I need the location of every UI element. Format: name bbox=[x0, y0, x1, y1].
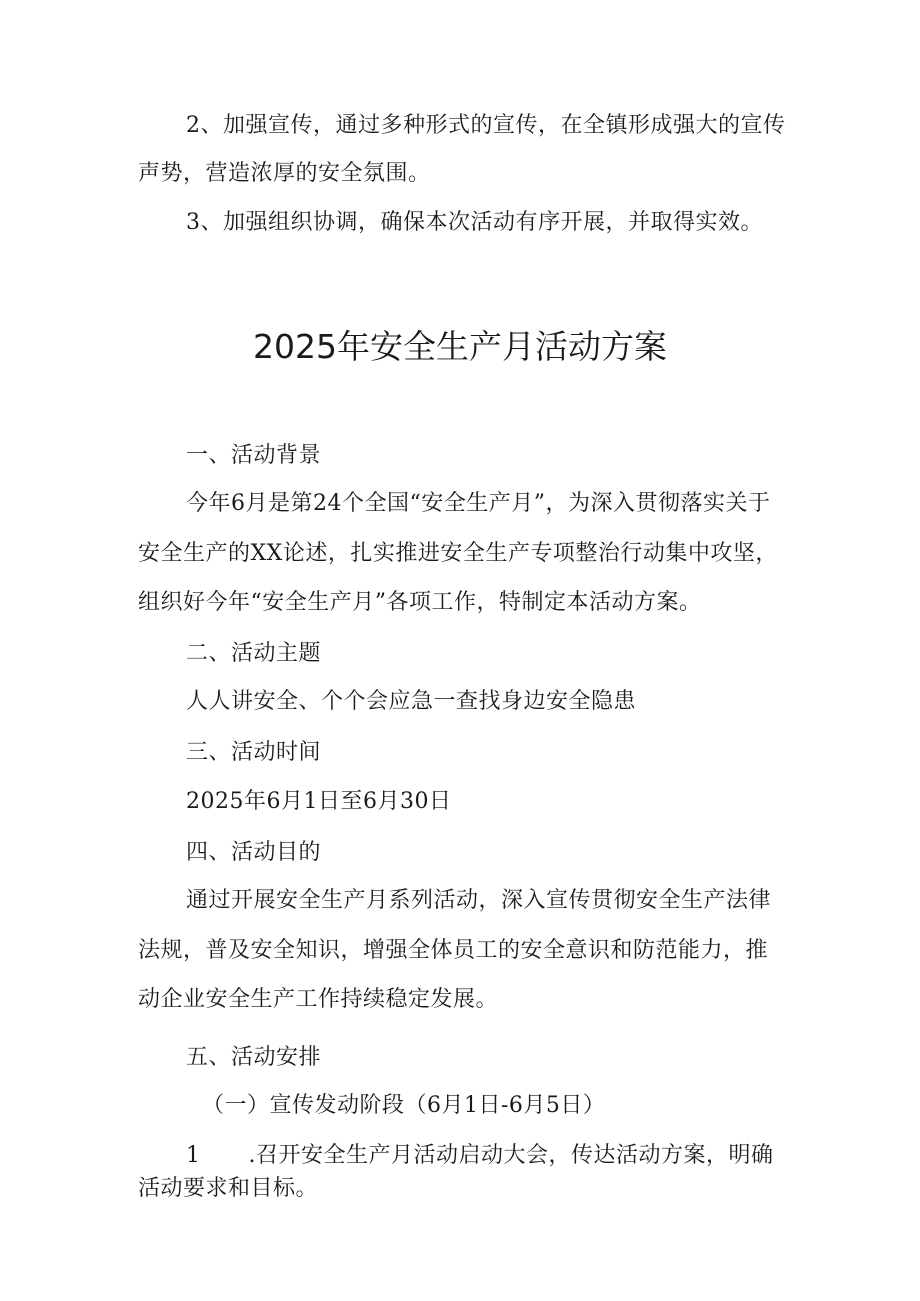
section4-line3: 动企业安全生产工作持续稳定发展。 bbox=[138, 987, 499, 1012]
section1-line3: 组织好今年“安全生产月”各项工作，特制定本活动方案。 bbox=[138, 590, 702, 615]
section5-stage1: （一）宣传发动阶段（6月1日-6月5日） bbox=[202, 1093, 606, 1118]
section5-heading: 五、活动安排 bbox=[186, 1045, 322, 1070]
section4-line1: 通过开展安全生产月系列活动，深入宣传贯彻安全生产法律 bbox=[186, 888, 772, 913]
section2-text: 人人讲安全、个个会应急一查找身边安全隐患 bbox=[186, 689, 637, 714]
section5-item1-line1 bbox=[186, 1143, 774, 1169]
intro-item2-line2: 声势，营造浓厚的安全氛围。 bbox=[138, 161, 431, 186]
section1-heading: 一、活动背景 bbox=[186, 443, 322, 468]
intro-item3: 3、加强组织协调，确保本次活动有序开展，并取得实效。 bbox=[186, 210, 763, 235]
section3-heading: 三、活动时间 bbox=[186, 740, 322, 765]
section5-item1-number: 1 bbox=[186, 1143, 201, 1168]
section1-line2: 安全生产的XX论述，扎实推进安全生产专项整治行动集中攻坚， bbox=[138, 541, 778, 566]
intro-item2-line1: 2、加强宣传，通过多种形式的宣传，在全镇形成强大的宣传 bbox=[186, 113, 786, 138]
section1-line1: 今年6月是第24个全国“安全生产月”，为深入贯彻落实关于 bbox=[186, 491, 771, 516]
section5-item1-text: .召开安全生产月活动启动大会，传达活动方案，明确 bbox=[248, 1143, 774, 1168]
section4-line2: 法规，普及安全知识，增强全体员工的安全意识和防范能力，推 bbox=[138, 938, 769, 963]
section4-heading: 四、活动目的 bbox=[186, 840, 322, 865]
section2-heading: 二、活动主题 bbox=[186, 641, 322, 666]
section3-text: 2025年6月1日至6月30日 bbox=[186, 789, 452, 814]
document-title: 2025年安全生产月活动方案 bbox=[253, 327, 667, 366]
section5-item1-line2: 活动要求和目标。 bbox=[138, 1176, 319, 1201]
